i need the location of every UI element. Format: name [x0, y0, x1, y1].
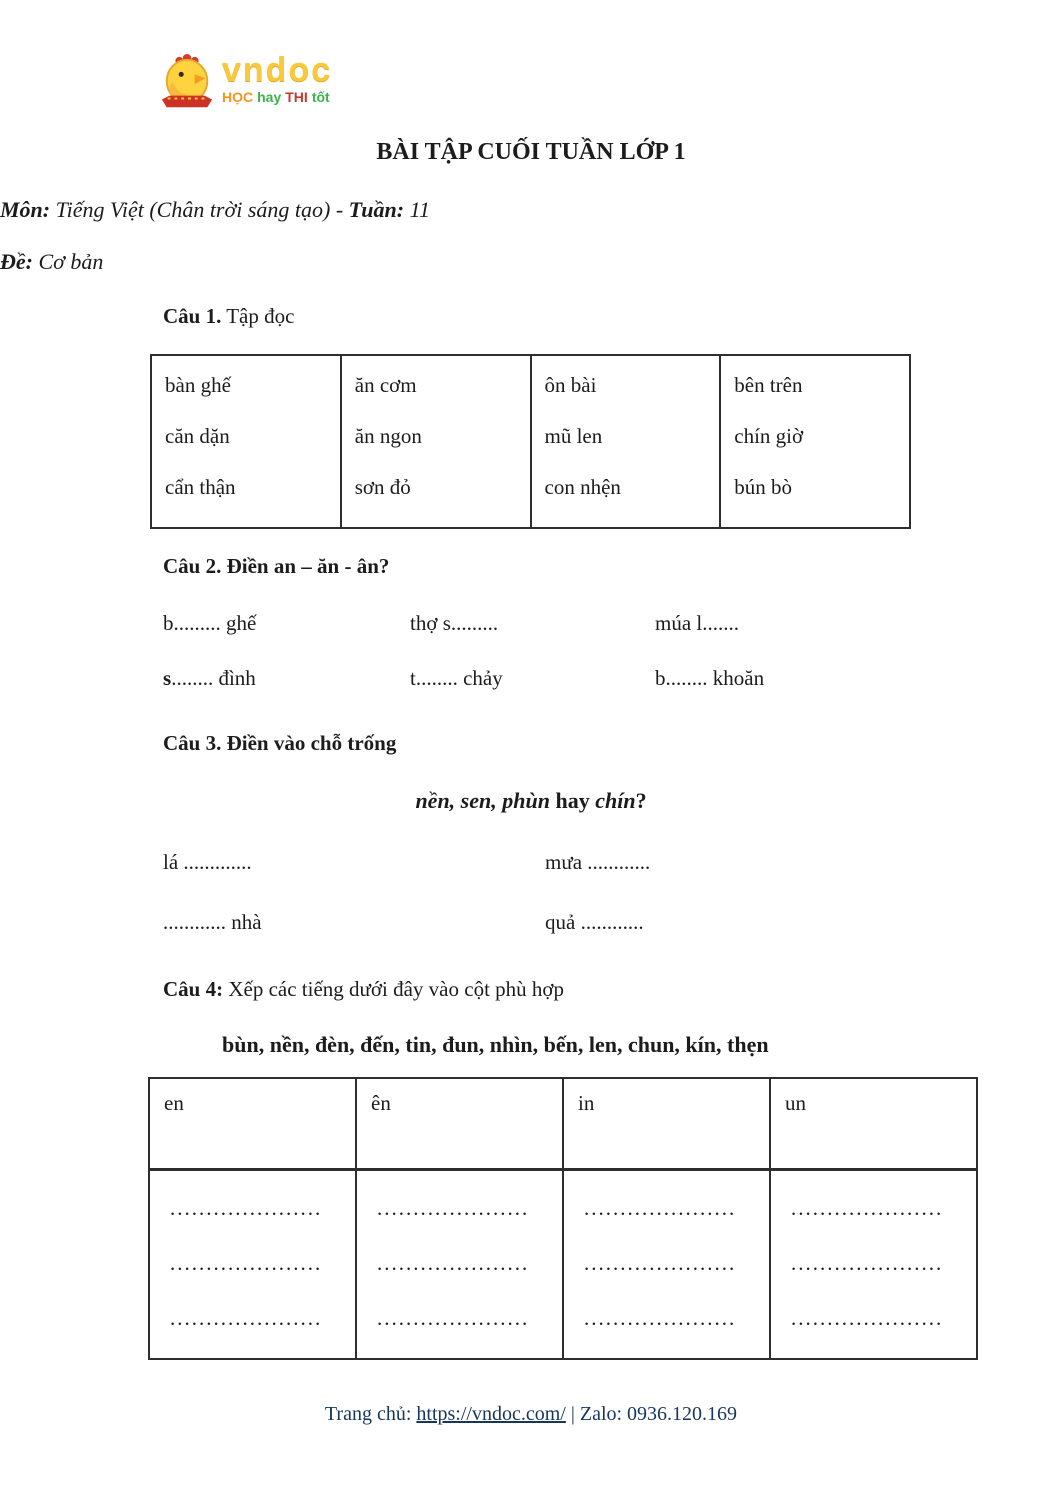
subject-label: Môn: [0, 197, 51, 222]
fill-blank-item: thợ s......... [410, 611, 499, 635]
table-cell [563, 1169, 770, 1359]
week-value: 11 [404, 197, 430, 222]
column-header: en [149, 1078, 356, 1169]
cau2-heading: Câu 2. Điền an – ăn - ân? [163, 554, 390, 578]
word-item: bàn ghế [165, 373, 231, 397]
column-header: in [563, 1078, 770, 1169]
dotted-line: ..................... [791, 1250, 944, 1275]
word-item: sơn đỏ [354, 475, 411, 499]
table-row [151, 355, 910, 528]
word-item: cẩn thận [165, 475, 236, 499]
exam-value: Cơ bản [32, 249, 104, 274]
chicken-mascot-icon [158, 53, 216, 121]
tagline-word: hay [257, 89, 282, 105]
word-item: bên trên [734, 373, 803, 397]
cau4-heading: Câu 4: Xếp các tiếng dưới đây vào cột phù hợp [163, 977, 565, 1001]
subject-value: Tiếng Việt (Chân trời sáng tạo) - [50, 197, 349, 222]
fill-blank-item: lá ............. [163, 850, 252, 874]
tagline-word: HỌC [222, 89, 254, 105]
footer-prefix: Trang chủ: [324, 1403, 412, 1425]
subject-line [0, 195, 1062, 224]
vndoc-logo [158, 0, 1062, 117]
word-item: ôn bài [544, 373, 597, 397]
dotted-line: ..................... [584, 1305, 737, 1330]
exam-label: Đề: [0, 249, 33, 274]
table-cell [531, 355, 721, 528]
table-row [149, 1169, 977, 1359]
dotted-line: ..................... [170, 1250, 323, 1275]
table-header-row [149, 1078, 977, 1169]
fill-blank-item: s........ đình [163, 666, 256, 690]
fill-blank-item: mưa ............ [545, 850, 651, 874]
cau3-row-2 [163, 909, 1062, 936]
cau2-row-2 [163, 665, 1062, 692]
table-cell [770, 1169, 977, 1359]
fill-blank-item: b........ khoăn [655, 666, 765, 690]
brand-name: vndoc [222, 51, 333, 89]
word-item: chín giờ [734, 424, 804, 448]
cau1-reading-table [150, 354, 911, 529]
week-label: Tuần: [348, 197, 405, 222]
fill-blank-item: t........ chảy [410, 666, 503, 690]
dotted-line: ..................... [170, 1305, 323, 1330]
fill-blank-item: b......... ghế [163, 611, 257, 635]
table-cell [151, 355, 341, 528]
dotted-line: ..................... [584, 1195, 737, 1220]
word-item: con nhện [544, 475, 621, 499]
cau3-word-choices: nền, sen, phùn hay chín? [415, 788, 647, 813]
page-footer [0, 1403, 1062, 1426]
dotted-line: ..................... [377, 1305, 530, 1330]
word-item: ăn cơm [354, 373, 417, 397]
cau1-heading: Câu 1. Tập đọc [163, 304, 295, 328]
table-cell [341, 355, 531, 528]
table-cell [720, 355, 910, 528]
fill-blank-item: múa l....... [655, 611, 739, 635]
cau2-row-1 [163, 610, 1062, 637]
fill-blank-item: ............ nhà [163, 910, 262, 934]
dotted-line: ..................... [377, 1250, 530, 1275]
table-cell [356, 1169, 563, 1359]
home-link[interactable]: https://vndoc.com/ [416, 1403, 566, 1425]
exam-line [0, 247, 1062, 276]
word-item: ăn ngon [354, 424, 422, 448]
footer-suffix: | Zalo: 0936.120.169 [570, 1403, 738, 1425]
word-item: bún bò [734, 475, 792, 499]
cau4-word-bank: bùn, nền, đèn, đến, tin, đun, nhìn, bến, len, chun, kín, thẹn [222, 1032, 769, 1057]
cau3-row-1 [163, 849, 1062, 876]
word-item: căn dặn [165, 424, 230, 448]
fill-blank-item: quả ............ [545, 910, 644, 934]
dotted-line: ..................... [584, 1250, 737, 1275]
dotted-line: ..................... [377, 1195, 530, 1220]
tagline-word: THI [285, 89, 308, 105]
cau4-sorting-table [148, 1077, 978, 1360]
tagline-word: tốt [311, 89, 330, 105]
word-item: mũ len [544, 424, 603, 448]
column-header: ên [356, 1078, 563, 1169]
brand-tagline [222, 89, 334, 105]
cau3-heading: Câu 3. Điền vào chỗ trống [163, 731, 397, 755]
page-title: BÀI TẬP CUỐI TUẦN LỚP 1 [376, 139, 686, 165]
dotted-line: ..................... [791, 1195, 944, 1220]
dotted-line: ..................... [791, 1305, 944, 1330]
column-header: un [770, 1078, 977, 1169]
table-cell [149, 1169, 356, 1359]
dotted-line: ..................... [170, 1195, 323, 1220]
